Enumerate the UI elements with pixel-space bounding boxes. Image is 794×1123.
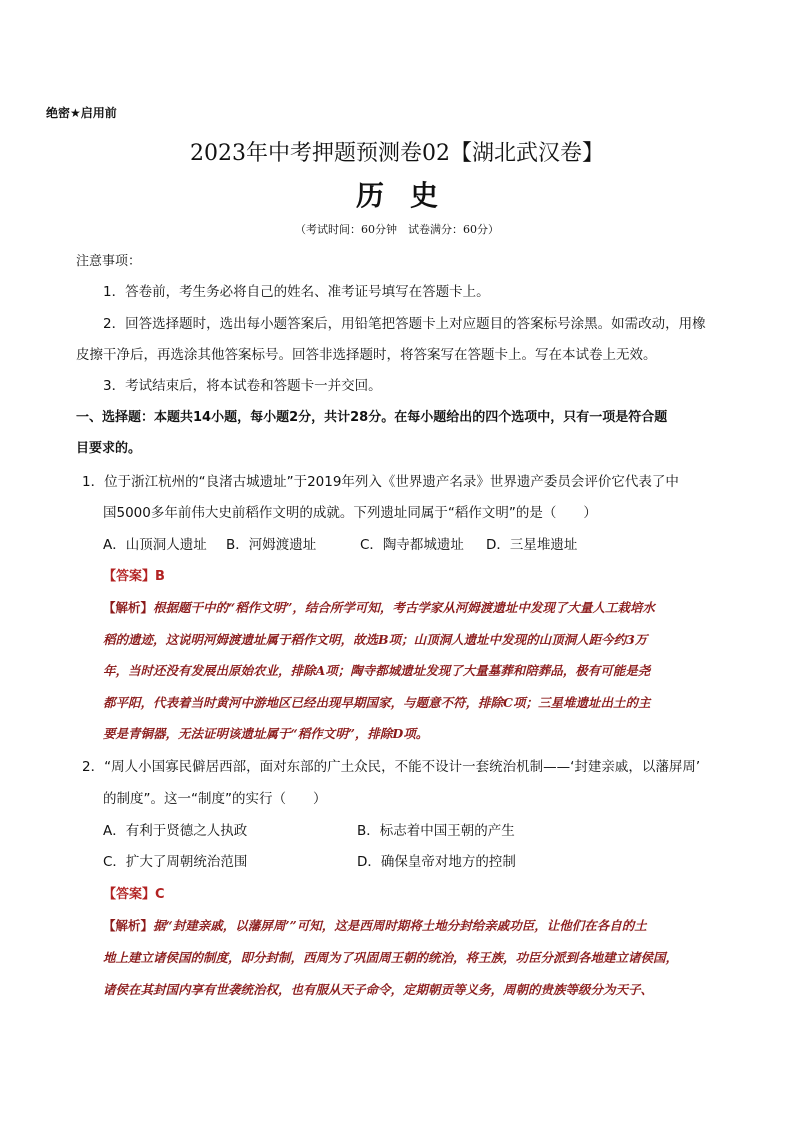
question-2-explanation-line3: 诸侯在其封国内享有世袭统治权，也有服从天子命令，定期朝贡等义务，周朝的贵族等级分为天子、 [103, 982, 654, 997]
explanation-label: 【解析】 [103, 918, 154, 933]
question-1-answer [103, 567, 165, 587]
question-2-option-d: D．确保皇帝对地方的控制 [357, 854, 516, 870]
answer-label: 【答案】 [103, 569, 156, 584]
question-2-line2: 的制度”。这一“制度”的实行（ ） [103, 791, 327, 807]
answer-label: 【答案】 [103, 887, 156, 902]
section-1-heading-line1: 一、选择题：本题共14小题，每小题2分，共计28分。在每小题给出的四个选项中，只有一项是符合题 [76, 410, 668, 425]
question-2-line1: 2．“周人小国寡民僻居西部，面对东部的广土众民，不能不设计一套统治机制——‘封建亲戚，以藩屏周’ [82, 759, 701, 775]
answer-value: C [155, 887, 165, 902]
question-2-explanation-line1 [103, 916, 647, 936]
question-2-option-a: A．有利于贤德之人执政 [103, 823, 248, 839]
question-2-explanation-line2: 地上建立诸侯国的制度，即分封制，西周为了巩固周王朝的统治，将王族，功臣分派到各地建立诸侯国， [103, 950, 679, 965]
explanation-text: 根据题干中的“稻作文明”，结合所学可知，考古学家从河姆渡遗址中发现了大量人工栽培水 [153, 600, 655, 615]
question-1-explanation-line5: 要是青铜器，无法证明该遗址属于“稻作文明”，排除D项。 [103, 726, 429, 741]
notice-heading: 注意事项： [76, 254, 142, 269]
section-1-heading-line2: 目要求的。 [76, 441, 142, 456]
question-2-answer [103, 885, 165, 905]
question-1-option-c: C．陶寺都城遗址 [360, 537, 464, 553]
question-1-option-a: A．山顶洞人遗址 [103, 537, 207, 553]
exam-time-info: （考试时间：60分钟 试卷满分：60分） [295, 223, 499, 236]
question-1-option-d: D．三星堆遗址 [486, 537, 578, 553]
notice-item-2-line2: 皮擦干净后，再选涂其他答案标号。回答非选择题时，将答案写在答题卡上。写在本试卷上无效。 [76, 347, 657, 363]
explanation-label: 【解析】 [103, 600, 154, 615]
question-1-option-b: B．河姆渡遗址 [226, 537, 317, 553]
question-1-line1: 1．位于浙江杭州的“良渚古城遗址”于2019年列入《世界遗产名录》世界遗产委员会评价它代表了中 [82, 474, 679, 490]
notice-item-3: 3．考试结束后，将本试卷和答题卡一并交回。 [103, 378, 382, 394]
question-2-option-b: B．标志着中国王朝的产生 [357, 823, 515, 839]
question-2-option-c: C．扩大了周朝统治范围 [103, 854, 248, 870]
notice-item-2-line1: 2．回答选择题时，选出每小题答案后，用铅笔把答题卡上对应题目的答案标号涂黑。如需改动，用橡 [103, 316, 706, 332]
exam-title: 2023年中考押题预测卷02【湖北武汉卷】 [190, 141, 604, 166]
question-1-explanation-line4: 都平阳，代表着当时黄河中游地区已经出现早期国家，与题意不符，排除C项；三星堆遗址出土的主 [103, 695, 651, 710]
explanation-text: 据“封建亲戚，以藩屏周’”可知，这是西周时期将土地分封给亲戚功臣，让他们在各自的土 [153, 918, 647, 933]
confidential-mark: 绝密★启用前 [46, 106, 117, 120]
notice-item-1: 1．答卷前，考生务必将自己的姓名、准考证号填写在答题卡上。 [103, 284, 490, 300]
subject-title: 历史 [355, 179, 464, 212]
question-1-line2: 国5000多年前伟大史前稻作文明的成就。下列遗址同属于“稻作文明”的是（ ） [103, 505, 597, 521]
question-1-explanation-line1 [103, 598, 655, 618]
question-1-explanation-line3: 年，当时还没有发展出原始农业，排除A项；陶寺都城遗址发现了大量墓葬和陪葬品，极有可能是尧 [103, 663, 651, 678]
question-1-explanation-line2: 稻的遗迹，这说明河姆渡遗址属于稻作文明，故选B项；山顶洞人遗址中发现的山顶洞人距今约3万 [103, 632, 648, 647]
answer-value: B [155, 569, 165, 584]
